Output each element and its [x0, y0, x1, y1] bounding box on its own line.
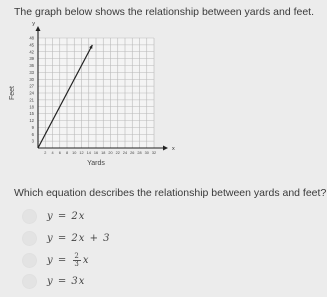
intro-text: The graph below shows the relationship between yards and feet. — [14, 6, 315, 18]
choice-b[interactable] — [22, 229, 111, 247]
x-tick-label: 6 — [58, 151, 61, 155]
y-tick-label: 33 — [29, 69, 34, 75]
choice-b-radio[interactable] — [22, 231, 37, 246]
choice-c-radio[interactable] — [22, 253, 37, 268]
x-axis-title: Yards — [87, 160, 105, 167]
y-tick-label: 30 — [29, 76, 34, 82]
y-tick-label: 48 — [29, 35, 34, 41]
y-tick-label: 9 — [31, 124, 34, 130]
yards-feet-graph — [0, 20, 327, 195]
y-tick-label: 15 — [29, 111, 34, 117]
choice-b-equation: y = 2x + 3 — [47, 232, 111, 244]
choice-c[interactable] — [22, 251, 90, 269]
y-tick-label: 3 — [31, 138, 34, 144]
y-tick-label: 6 — [31, 131, 34, 137]
x-tick-label: 4 — [51, 151, 54, 155]
x-tick-label: 2 — [44, 151, 47, 155]
x-tick-label: 30 — [144, 151, 149, 155]
y-tick-label: 45 — [29, 42, 34, 48]
y-tick-label: 39 — [29, 56, 34, 62]
y-axis-letter: y — [32, 21, 35, 27]
choice-a[interactable] — [22, 207, 85, 225]
x-tick-label: 24 — [122, 151, 128, 155]
x-tick-label: 18 — [101, 151, 106, 155]
y-axis-title: Feet — [9, 85, 16, 101]
choice-a-equation: y = 2x — [47, 210, 86, 222]
x-tick-label: 8 — [65, 151, 69, 155]
choice-a-radio[interactable] — [22, 209, 37, 224]
choice-d[interactable] — [22, 272, 85, 290]
y-tick-label: 18 — [29, 104, 34, 110]
x-axis-letter: x — [172, 146, 175, 152]
x-tick-label: 12 — [79, 151, 84, 155]
y-axis-arrow — [36, 26, 41, 31]
x-tick-label: 16 — [93, 151, 99, 155]
x-tick-label: 32 — [151, 151, 157, 155]
x-tick-label: 28 — [137, 151, 142, 155]
x-tick-label: 14 — [86, 151, 91, 155]
x-tick-label: 20 — [108, 151, 113, 155]
y-tick-label: 21 — [29, 97, 34, 103]
y-tick-label: 24 — [29, 90, 34, 96]
choice-d-radio[interactable] — [22, 274, 37, 289]
x-tick-label: 26 — [130, 151, 135, 155]
x-axis-arrow — [163, 146, 168, 151]
y-tick-label: 27 — [29, 83, 34, 89]
y-tick-label: 42 — [29, 49, 34, 55]
choice-c-equation: y = $\frac{2}{3}$ x — [47, 251, 90, 268]
x-tick-label: 10 — [72, 151, 77, 155]
question-prompt: Which equation describes the relationship between yards and feet? — [14, 187, 327, 199]
choice-d-equation: y = 3x — [47, 275, 86, 287]
y-tick-label: 36 — [29, 63, 34, 69]
x-tick-label: 22 — [115, 151, 120, 155]
y-tick-label: 12 — [29, 118, 34, 124]
fraction: $\frac{2}{3}$ — [74, 251, 80, 268]
